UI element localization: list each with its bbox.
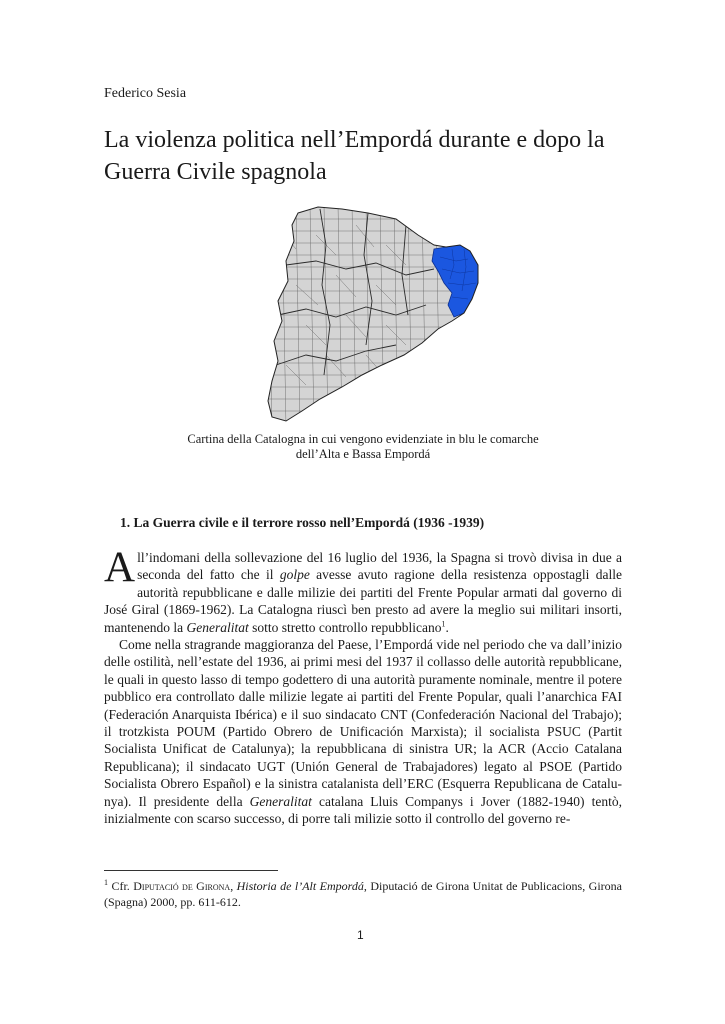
caption-line-1: Cartina della Catalogna in cui vengono evidenziate in blu le comarche [187, 432, 539, 446]
section-heading: 1. La Guerra civile e il terrore rosso nell’Empordá (1936 -1939) [120, 515, 485, 530]
page-number: 1 [357, 928, 364, 942]
body-text [104, 544, 622, 828]
footnote-number: 1 [104, 878, 108, 887]
paragraph-1: All’indomani della sollevazione del 16 luglio del 1936, la Spagna si trovò divisa in due a seconda del fatto che il golpe avesse avuto ragione della resistenza oppostagli dalle autorità repubblicane e dalle milizie dei partiti del Frente Popular armati dal governo di José Giral (1869-1962). La Catalogna riuscì ben presto ad avere la meglio sui militari insorti, mantenendo la Generalitat sotto stretto controllo repubblicano$^1$. [104, 544, 622, 635]
caption-line-2: dell’Alta e Bassa Empordá [295, 447, 431, 461]
footnote: $^1$ Cfr. Diputació de Girona, Historia de l’Alt Empordá, Diputació de Girona Unitat de Publicacions, Girona (Spagna) 2000, pp. 611-612. [104, 878, 622, 909]
footnote-ref[interactable]: 1 [441, 619, 446, 629]
catalonia-map [256, 205, 488, 427]
footnote-divider [104, 870, 278, 871]
page-title: La violenza politica nell’Empordá durante e dopo la Guerra Civile spagnola [104, 127, 605, 185]
author-name: Federico Sesia [104, 86, 187, 101]
paragraph-2: Come nella stragrande maggioranza del Paese, l’Empordá vide nel periodo che va dall’inizio delle ostilità, nell’estate del 1936, ai primi mesi del 1937 il collasso delle autorità repubblicane, le quali in questo lasso di tempo godettero di una autorità puramente nominale, mentre il potere pubblico era controllato dalle milizie legate ai partiti del Frente Popular, quali l’anarchica FAI (Federación Anarquista Ibérica) e il suo sindacato CNT (Confederación Nacional del Trabajo); il trotzkista POUM (Partido Obrero de Unificación Marxista); il socialista PSUC (Partit Socialista Unificat de Catalunya); la repubblicana di sinistra UR; la ACR (Accio Catalana Republicana); il sindacato UGT (Unión General de Trabajadores) legato al PSOE (Partido Socialista Obrero Español) e la sinistra catalanista dell’ERC (Esquerra Republicana de Catalunya). Il presidente della Generalitat catalana Lluis Companys i Jover (1882-1940) tentò, inizialmente con scarso successo, di porre tali milizie sotto il controllo del governo re- [104, 637, 622, 827]
drop-cap: A [104, 544, 136, 591]
map-caption [104, 432, 622, 462]
